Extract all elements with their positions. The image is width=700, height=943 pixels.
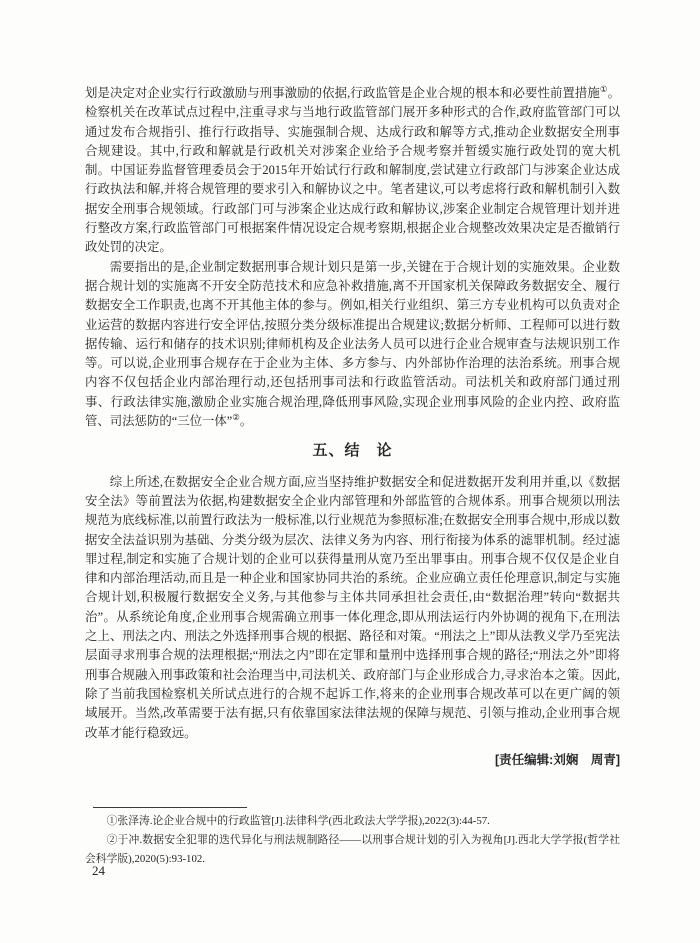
footnotes-section — [85, 807, 620, 869]
paragraph-conclusion: 综上所述,在数据安全企业合规方面,应当坚持维护数据安全和促进数据开发利用并重,以《数据安全法》等前置法为依据,构建数据安全企业内部管理和外部监管的合规体系。刑事合规须以刑法规范为底线标准,以前置行政法为一般标准,以行业规范为参照标准;在数据安全刑事合规中,形成以数据安全法益识别为基础、分类分级为层次、法律义务为内容、刑行衔接为体系的滤罪机制。经过滤罪过程,制定和实施了合规计划的企业可以获得量刑从宽乃至出罪事由。刑事合规不仅仅是企业自律和内部治理活动,而且是一种企业和国家协同共治的系统。企业应确立责任伦理意识,制定与实施合规计划,积极履行数据安全义务,与其他参与主体共同承担社会责任,由“数据治理”转向“数据共治”。从系统论角度,企业刑事合规需确立刑事一体化理念,即从刑法运行内外协调的视角下,在刑法之上、刑法之内、刑法之外选择刑事合规的根据、路径和对策。“刑法之上”即从法教义学乃至宪法层面寻求刑事合规的法理根据;“刑法之内”即在定罪和量刑中选择刑事合规的路径;“刑法之外”即将刑事合规融入刑事政策和社会治理当中,司法机关、政府部门与企业形成合力,寻求治本之策。因此,除了当前我国检察机关所试点进行的合规不起诉工作,将来的企业刑事合规改革可以在更广阔的领域展开。当然,改革需要于法有据,只有依靠国家法律法规的保障与规范、引领与推动,企业刑事合规改革才能行稳致远。 — [85, 474, 620, 740]
section-heading-conclusion: 五、结 论 — [312, 443, 393, 460]
page-number: 24 — [92, 863, 105, 878]
article-body — [85, 84, 620, 770]
footnote-ref-2: ② — [232, 411, 240, 422]
footnote-ref-1: ① — [599, 83, 608, 94]
paragraph-text: 需要指出的是,企业制定数据刑事合规计划只是第一步,关键在于合规计划的实施效果。企业数据合规计划的实施离不开安全防范技术和应急补救措施,离不开国家机关保障政务数据安全、履行数据安全工作职责,也离不开其他主体的参与。例如,相关行业组织、第三方专业机构可以负责对企业运营的数据内容进行安全评估,按照分类分级标准提出合规建议;数据分析师、工程师可以进行数据传输、运行和储存的技术识别;律师机构及企业法务人员可以进行企业合规审查与法规识别工作等。可以说,企业刑事合规存在于企业为主体、多方参与、内外部协作治理的法治系统。刑事合规内容不仅包括企业内部治理行动,还包括刑事司法和行政监管活动。司法机关和政府部门通过刑事、行政法律实施,激励企业实施合规治理,降低刑事风险,实现企业刑事风险的企业内控、政府监管、司法惩防的“三位一体” — [85, 259, 620, 429]
paragraph-continuation — [85, 84, 620, 258]
paragraph-implementation — [85, 258, 620, 432]
paragraph-text: 。 — [239, 414, 253, 429]
paragraph-text: 。检察机关在改革试点过程中,注重寻求与当地行政监管部门展开多种形式的合作,政府监管部门可以通过发布合规指引、推行行政指导、实施强制合规、达成行政和解等方式,推动企业数据安全刑事合规建设。其中,行政和解就是行政机关对涉案企业给予合规考察并暂缓实施行政处罚的宽大机制。中国证券监督管理委员会于2015年开始试行行政和解制度,尝试建立行政部门与涉案企业达成行政执法和解,并将合规管理的要求引入和解协议之中。笔者建议,可以考虑将行政和解机制引入数据安全刑事合规领域。行政部门可与涉案企业达成行政和解协议,涉案企业制定合规管理计划并进行整改方案,行政监管部门可根据案件情况设定合规考察期,根据企业合规整改效果决定是否撤销行政处罚的决定。 — [85, 86, 620, 255]
footnote-1: ①张泽涛.论企业合规中的行政监管[J].法律科学(西北政法大学学报),2022(3):44-57. — [106, 815, 490, 827]
footnote-2: ②于冲.数据安全犯罪的迭代异化与刑法规制路径——以刑事合规计划的引入为视角[J].西北大学学报(哲学社会科学版),2020(5):93-102. — [85, 834, 620, 865]
editor-note: [责任编辑:刘娴 周青] — [495, 752, 620, 767]
footnote-separator-rule — [93, 807, 247, 808]
paragraph-text: 划是决定对企业实行行政激励与刑事激励的依据,行政监管是企业合规的根本和必要性前置措施 — [85, 86, 600, 100]
